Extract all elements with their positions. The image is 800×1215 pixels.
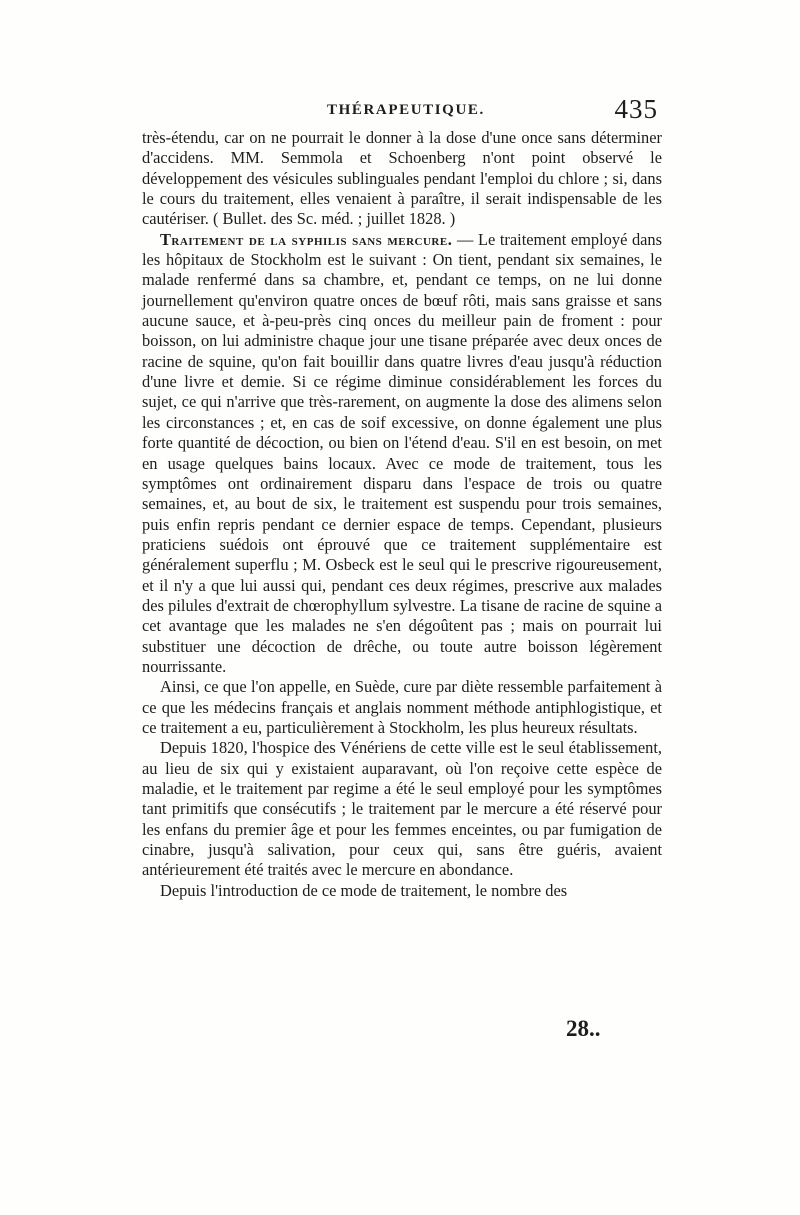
paragraph-text: — Le traitement employé dans les hôpitaux de Stockholm est le suivant : On tient, pendant six semaines, le malade renfermé dans sa chambre, et, pendant ce temps, on ne lui donne journellement qu'environ quatre onces de bœuf rôti, mais sans graisse et sans aucune sauce, et à-peu-près cinq onces du meilleur pain de froment : pour boisson, on lui administre chaque jour une tisane préparée avec deux onces de racine de squine, qu'on fait bouillir dans quatre livres d'eau jusqu'à réduction d'une livre et demie. Si ce régime diminue considérablement les forces du sujet, ce qui n'arrive que très-rarement, on augmente la dose des alimens selon les circonstances ; et, en cas de soif excessive, on donne également une plus forte quantité de décoction, ou bien on l'étend d'eau. S'il en est besoin, on met en usage quelques bains locaux. Avec ce mode de traitement, tous les symptômes ont ordinairement disparu dans l'espace de trois ou quatre semaines, et, au bout de six, le traitement est suspendu pour trois semaines, puis enfin repris pendant ce dernier espace de temps. Cependant, plusieurs praticiens suédois ont éprouvé que ce traitement supplémentaire est généralement superflu ; M. Osbeck est le seul qui le prescrive rigoureusement, et il n'y a que lui aussi qui, pendant ces deux régimes, prescrive aux malades des pilules d'extrait de chœrophyllum sylvestre. La tisane de racine de squine a cet avantage que les malades ne s'en dégoûtent pas ; mais on pourrait lui substituer une décoction de drêche, ou toute autre boisson légèrement nourrissante. (142, 229, 663, 676)
paragraph-syphilis-treatment (142, 230, 662, 678)
page-number: 435 (614, 94, 658, 124)
body-text (142, 128, 662, 901)
paragraph-introduction: Depuis l'introduction de ce mode de traitement, le nombre des (160, 880, 568, 900)
paragraph-hospice-1820: Depuis 1820, l'hospice des Vénériens de cette ville est le seul établissement, au lieu de six qui y existaient auparavant, où l'on reçoive cette espèce de maladie, et le traitement par regime a été le seul employé pour les symptômes tant primitifs que consécutifs ; le traitement par le mercure a été réservé pour les enfans du premier âge et pour les femmes enceintes, ou par fumigation de cinabre, jusqu'à salivation, pour ceux qui, sans être guéris, avaient antérieurement été traités avec le mercure en abondance. (142, 738, 662, 880)
paragraph-chlore-continuation: très-étendu, car on ne pourrait le donner à la dose d'une once sans déterminer d'accidens. MM. Semmola et Schoenberg n'ont point observé le développement des vésicules sublinguales pendant l'emploi du chlore ; si, dans le cours du traitement, elles venaient à paraître, il serait indispensable de les cautériser. ( Bullet. des Sc. méd. ; juillet 1828. ) (142, 128, 662, 229)
running-head: THÉRAPEUTIQUE. (327, 102, 485, 118)
paragraph-cure-par-diete: Ainsi, ce que l'on appelle, en Suède, cure par diète ressemble parfaitement à ce que les médecins français et anglais nomment méthode antiphlogistique, et ce traitement a eu, particulièrement à Stockholm, les plus heureux résultats. (142, 677, 662, 737)
section-heading: Traitement de la syphilis sans mercure. (160, 229, 453, 249)
page-header (142, 94, 660, 128)
signature-mark: 28.. (566, 1016, 601, 1041)
